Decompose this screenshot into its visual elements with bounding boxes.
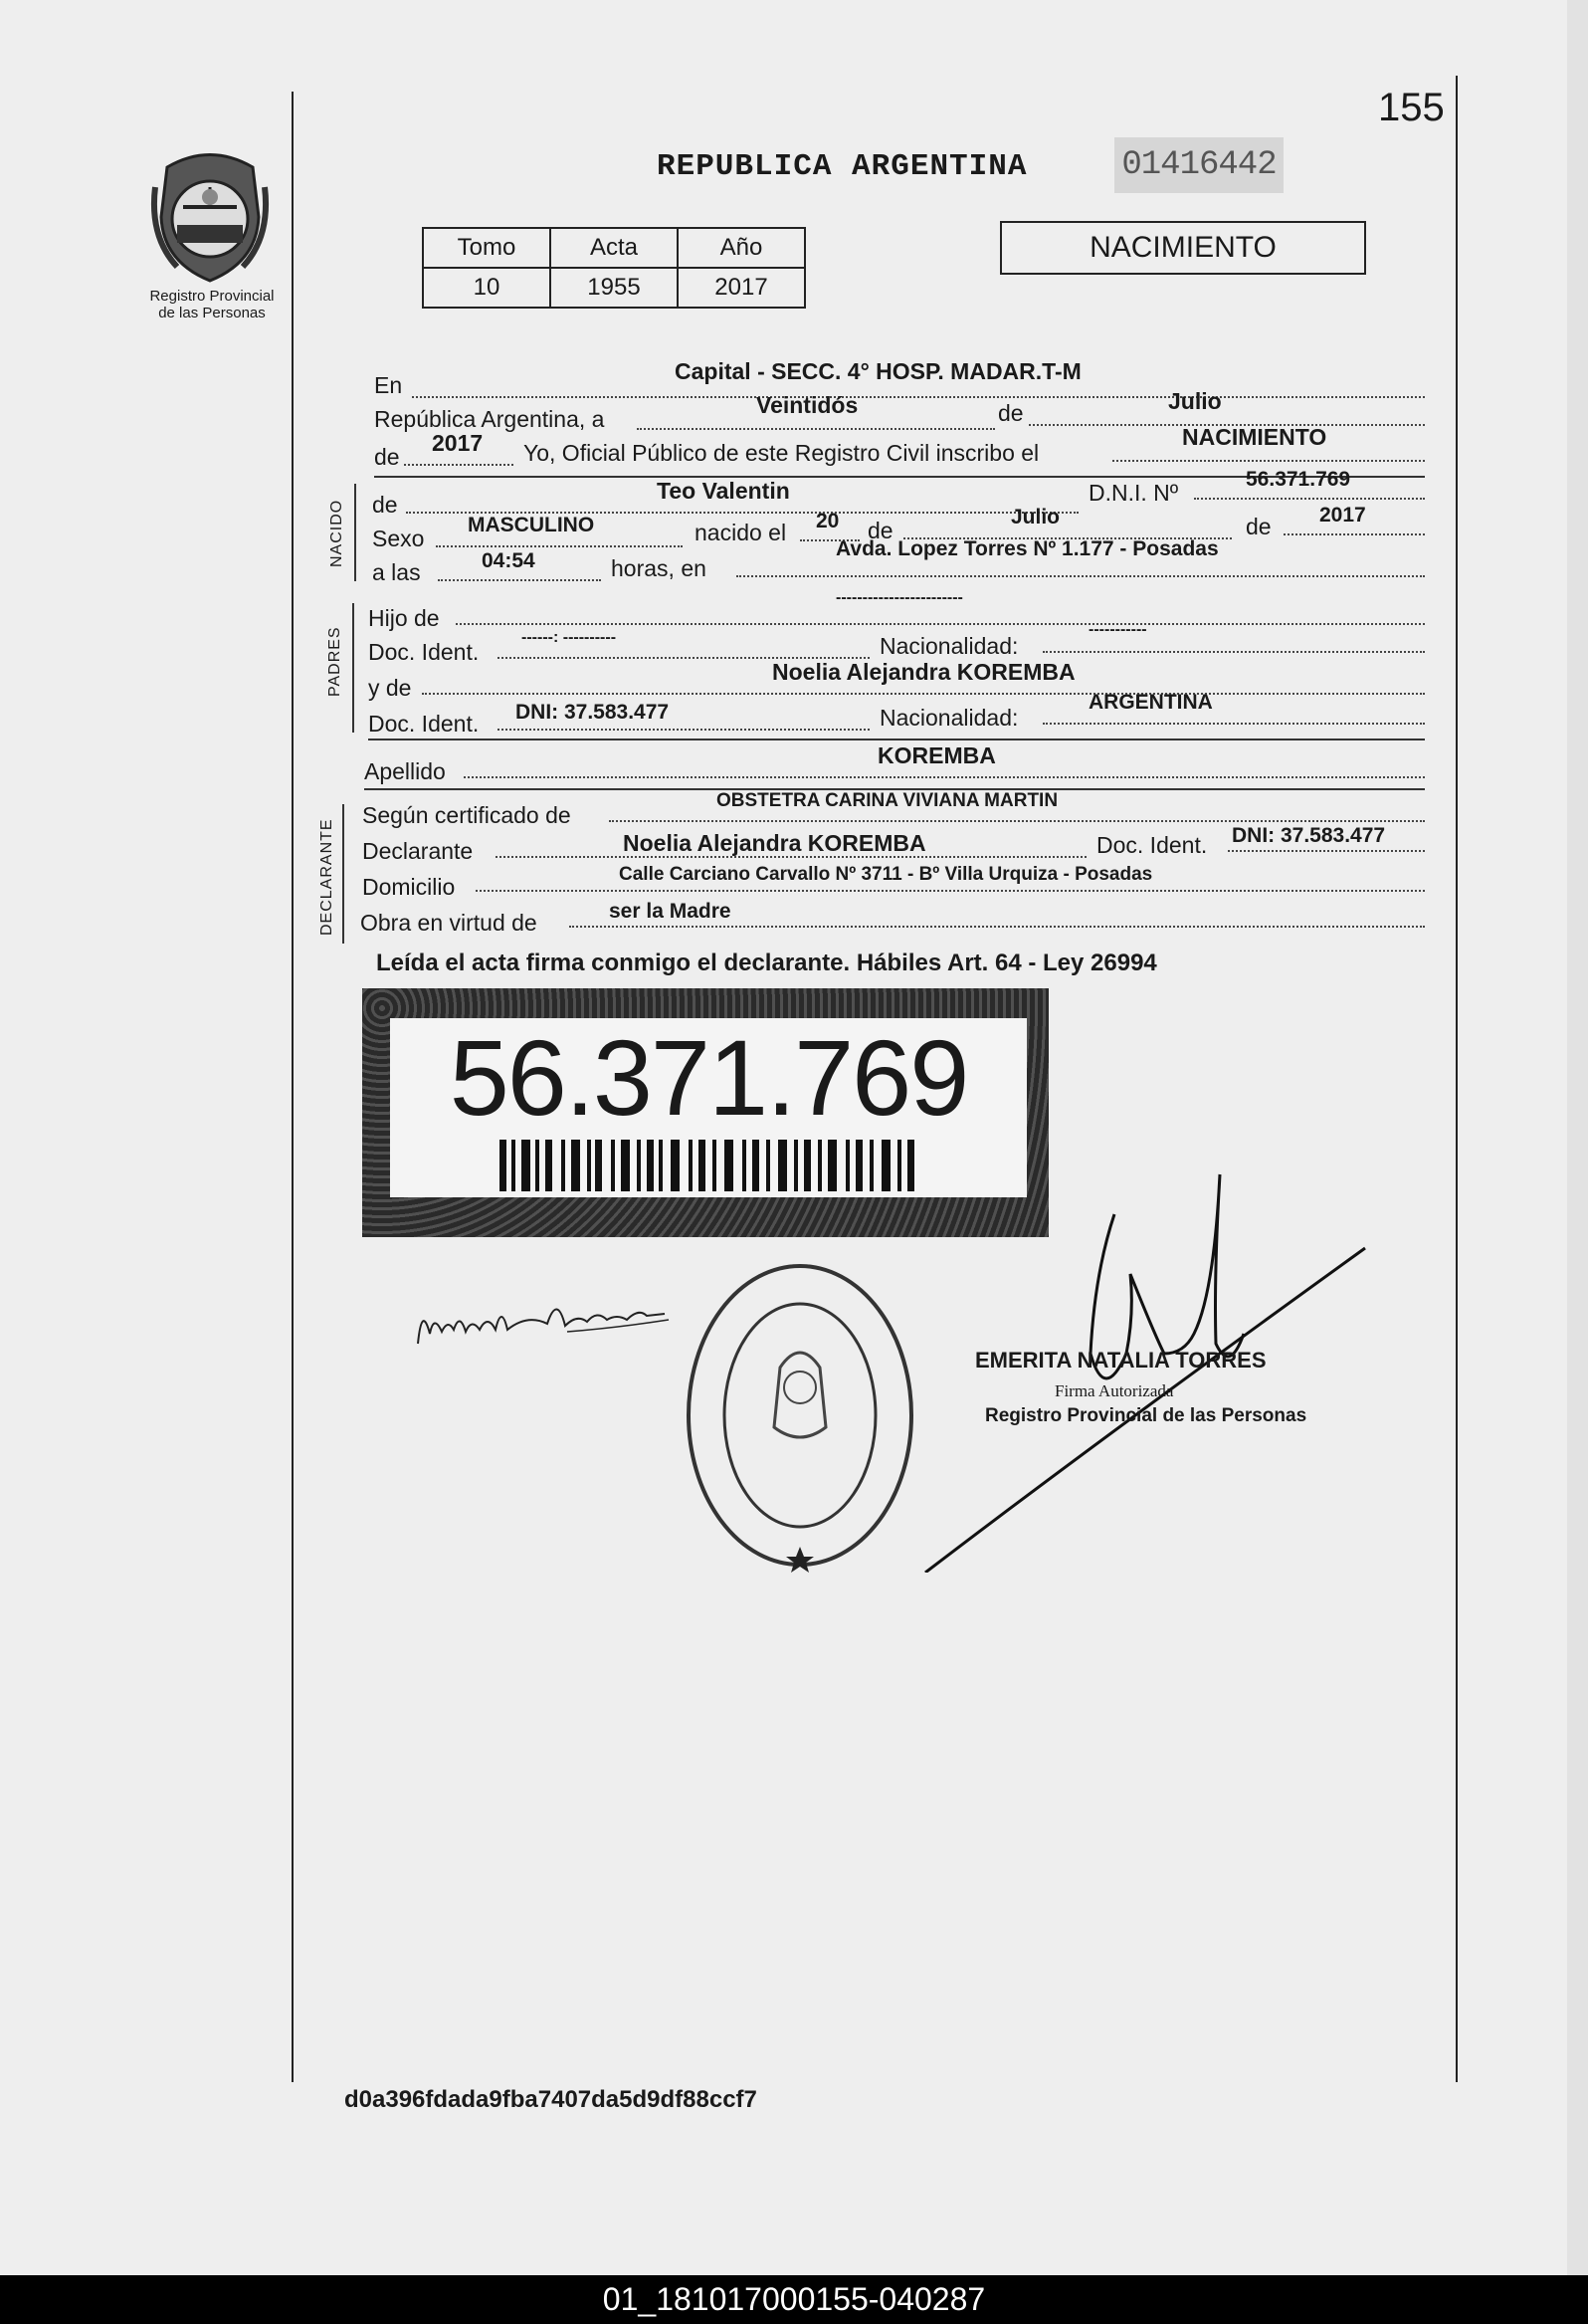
section-divider (368, 739, 1425, 740)
label-apellido: Apellido (364, 758, 446, 784)
value-domicilio: Calle Carciano Carvallo Nº 3711 - Bº Villa Urquiza - Posadas (619, 864, 1153, 885)
registry-value-acta: 1955 (550, 268, 678, 308)
page-number: 155 (1378, 86, 1445, 129)
value-dia-letras: Veintidós (756, 392, 859, 418)
registry-value-anio: 2017 (678, 268, 805, 308)
footer-code: 01_181017000155-040287 (0, 2275, 1588, 2324)
value-madre-doc: DNI: 37.583.477 (515, 701, 670, 724)
dotted-line (1194, 498, 1425, 500)
label-sexo: Sexo (372, 526, 425, 551)
official-title: Firma Autorizada (1055, 1381, 1174, 1400)
label-nacionalidad-2: Nacionalidad: (880, 705, 1019, 731)
section-bracket (342, 804, 344, 944)
label-republica: República Argentina, a (374, 406, 605, 432)
value-madre-nac: ARGENTINA (1089, 691, 1213, 714)
value-lugar: Capital - SECC. 4° HOSP. MADAR.T-M (675, 358, 1082, 384)
label-horas-en: horas, en (611, 555, 706, 581)
label-hijo-de: Hijo de (368, 605, 440, 631)
value-declarante: Noelia Alejandra KOREMBA (623, 830, 926, 856)
official-name: EMERITA NATALIA TORRES (975, 1348, 1267, 1373)
label-de-nombre: de (372, 492, 398, 518)
document-hash: d0a396fdada9fba7407da5d9df88ccf7 (344, 2086, 757, 2113)
dotted-line (422, 693, 1425, 695)
value-padre: ------------------------ (836, 589, 963, 606)
registry-value-row (423, 268, 805, 308)
label-dni: D.N.I. Nº (1089, 480, 1179, 506)
barcode-icon (499, 1140, 917, 1191)
value-dni: 56.371.769 (1246, 468, 1351, 491)
registry-table (422, 227, 806, 309)
value-anio: 2017 (432, 430, 484, 456)
page-edge (1567, 0, 1588, 2275)
label-de-anio: de (1246, 514, 1272, 539)
label-obra: Obra en virtud de (360, 910, 537, 936)
value-padre-doc: ------: ---------- (521, 629, 617, 646)
registry-header-acta: Acta (550, 228, 678, 268)
dotted-line (464, 776, 1425, 778)
official-organization: Registro Provincial de las Personas (985, 1405, 1307, 1426)
registry-value-tomo: 10 (423, 268, 550, 308)
registry-header-anio: Año (678, 228, 805, 268)
label-domicilio: Domicilio (362, 874, 456, 900)
registry-header-row (423, 228, 805, 268)
side-label-nacido: NACIDO (328, 499, 345, 567)
label-segun: Según certificado de (362, 802, 571, 828)
dotted-line (609, 820, 1425, 822)
value-sexo: MASCULINO (468, 514, 595, 536)
dotted-line (438, 579, 601, 581)
value-apellido: KOREMBA (878, 742, 996, 768)
value-lugar-nac: Avda. Lopez Torres Nº 1.177 - Posadas (836, 537, 1219, 560)
label-de-mes: de (868, 518, 893, 543)
closing-statement: Leída el acta firma conmigo el declarante. Hábiles Art. 64 - Ley 26994 (376, 950, 1157, 976)
registry-header-tomo: Tomo (423, 228, 550, 268)
side-label-declarante: DECLARANTE (318, 818, 335, 936)
dotted-line (637, 428, 995, 430)
label-yo: Yo, Oficial Público de este Registro Civil inscribo el (523, 440, 1040, 466)
label-nacionalidad-1: Nacionalidad: (880, 633, 1019, 659)
emblem-caption (127, 288, 297, 321)
label-doc-ident-3: Doc. Ident. (1096, 832, 1208, 858)
dotted-line (1112, 460, 1425, 462)
declarant-signature (408, 1274, 687, 1364)
section-bracket (354, 484, 356, 581)
value-obra: ser la Madre (609, 900, 731, 923)
left-margin-line (292, 92, 294, 2082)
label-doc-ident-1: Doc. Ident. (368, 639, 480, 665)
dotted-line (456, 623, 1425, 625)
value-acto: NACIMIENTO (1182, 424, 1327, 450)
act-type-box: NACIMIENTO (1000, 221, 1366, 275)
label-de: de (998, 400, 1024, 426)
label-nacido: nacido el (695, 520, 787, 545)
dotted-line (1043, 651, 1425, 653)
value-nombre: Teo Valentin (657, 478, 790, 504)
value-nac-anio: 2017 (1319, 504, 1366, 527)
label-de2: de (374, 444, 400, 470)
dotted-line (569, 926, 1425, 928)
right-margin-line (1456, 76, 1458, 2082)
value-hora: 04:54 (482, 549, 535, 572)
value-mes: Julio (1168, 388, 1222, 414)
side-label-padres: PADRES (326, 626, 343, 697)
dotted-line (736, 575, 1425, 577)
section-bracket (352, 603, 354, 733)
label-a-las: a las (372, 559, 421, 585)
value-certificado: OBSTETRA CARINA VIVIANA MARTIN (716, 790, 1059, 811)
label-en: En (374, 372, 403, 398)
dni-sticker-number: 56.371.769 (449, 1017, 968, 1138)
value-nac-mes: Julio (1011, 506, 1061, 528)
document-title: REPUBLICA ARGENTINA (657, 149, 1028, 184)
registry-seal-icon (681, 1258, 919, 1573)
label-y-de: y de (368, 675, 412, 701)
serial-number: 01416442 (1114, 137, 1284, 193)
dotted-line (476, 890, 1425, 892)
value-declarante-doc: DNI: 37.583.477 (1232, 824, 1386, 847)
value-madre: Noelia Alejandra KOREMBA (772, 659, 1076, 685)
value-nac-dia: 20 (816, 510, 840, 532)
misiones-emblem-icon (147, 147, 273, 287)
value-padre-nac: ----------- (1089, 621, 1147, 638)
emblem-caption-line-2: de las Personas (158, 305, 266, 321)
dotted-line (436, 545, 683, 547)
label-doc-ident-2: Doc. Ident. (368, 711, 480, 737)
dotted-line (1284, 533, 1425, 535)
dotted-line (412, 396, 1425, 398)
label-declarante: Declarante (362, 838, 474, 864)
dotted-line (497, 729, 870, 731)
dotted-line (1043, 723, 1425, 725)
dotted-line (404, 464, 513, 466)
dotted-line (1228, 850, 1425, 852)
emblem-caption-line-1: Registro Provincial (149, 288, 275, 305)
